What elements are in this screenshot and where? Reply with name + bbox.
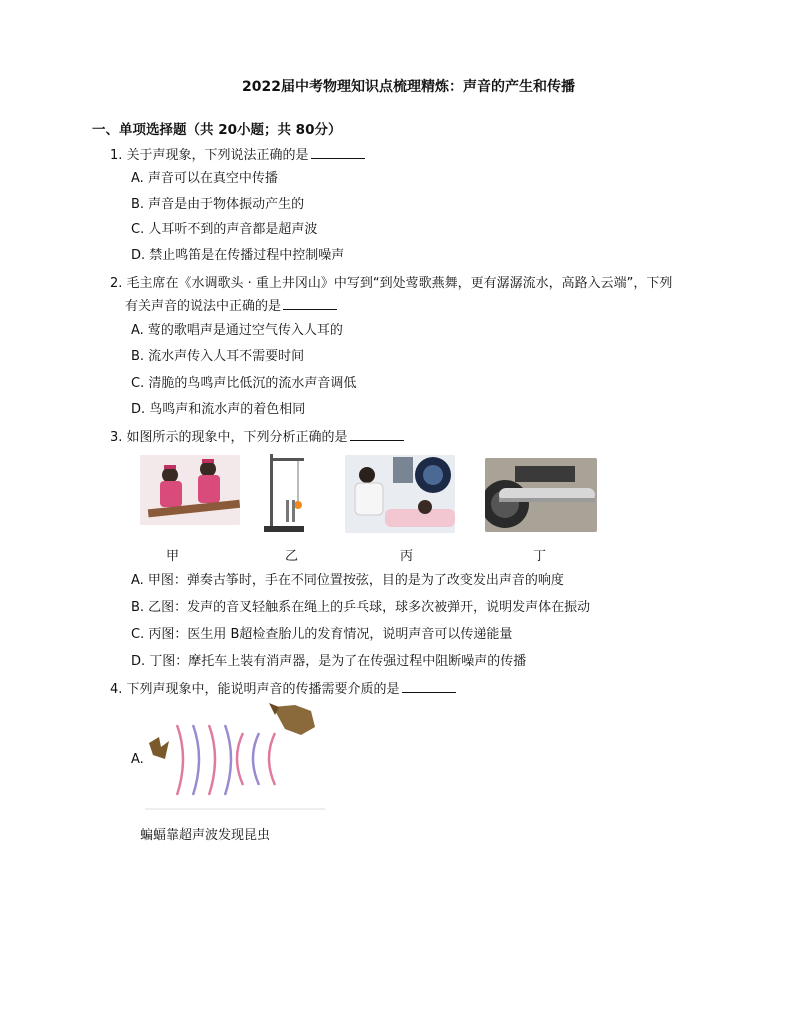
question-stem-text: 有关声音的说法中正确的是 (125, 299, 282, 314)
question-4-option-a-caption: 蝙蝠靠超声波发现昆虫 (140, 828, 271, 843)
ultrasound-illustration (345, 455, 455, 533)
question-2-option-c: C. 清脆的鸟鸣声比低沉的流水声音调低 (131, 376, 357, 391)
question-3-option-d: D. 丁图：摩托车上装有消声器，是为了在传强过程中阻断噪声的传播 (131, 654, 527, 669)
tuning-fork-illustration (262, 452, 306, 534)
answer-blank (311, 146, 365, 159)
answer-blank (402, 680, 456, 693)
question-1-option-d: D. 禁止鸣笛是在传播过程中控制噪声 (131, 248, 345, 263)
question-1-stem (110, 144, 365, 163)
question-3-option-c: C. 丙图：医生用 B超检查胎儿的发育情况，说明声音可以传递能量 (131, 627, 513, 642)
question-2-option-a: A. 莺的歌唱声是通过空气传入人耳的 (131, 323, 343, 338)
question-2-stem-line2 (125, 295, 337, 314)
question-1-option-b: B. 声音是由于物体振动产生的 (131, 197, 305, 212)
figure-label-bing: 丙 (400, 549, 414, 564)
bat-ultrasound-illustration (145, 703, 325, 813)
question-stem-text: 3. 如图所示的现象中，下列分析正确的是 (110, 430, 348, 445)
question-4-stem (110, 678, 456, 697)
figure-label-yi: 乙 (285, 549, 299, 564)
question-stem-text: 4. 下列声现象中，能说明声音的传播需要介质的是 (110, 682, 400, 697)
question-2-option-d: D. 鸟鸣声和流水声的着色相同 (131, 402, 306, 417)
question-2-option-b: B. 流水声传入人耳不需要时间 (131, 349, 305, 364)
figure-tuning-fork (262, 452, 306, 534)
muffler-illustration (485, 458, 597, 532)
figure-motorcycle-muffler (485, 458, 597, 532)
page-title: 2022届中考物理知识点梳理精炼：声音的产生和传播 (242, 79, 575, 95)
figure-bat-echolocation (145, 703, 325, 813)
question-3-stem (110, 426, 404, 445)
figure-ultrasound-exam (345, 455, 455, 533)
question-4-option-a-label: A. (131, 752, 144, 767)
question-1-option-c: C. 人耳听不到的声音都是超声波 (131, 222, 318, 237)
question-2-stem: 2. 毛主席在《水调歌头 · 重上井冈山》中写到“到处莺歌燕舞，更有潺潺流水，高路入云端”，下列 (110, 276, 673, 291)
section-heading: 一、单项选择题（共 20小题；共 80分） (92, 122, 342, 138)
answer-blank (350, 428, 404, 441)
answer-blank (283, 297, 337, 310)
question-1-option-a: A. 声音可以在真空中传播 (131, 171, 278, 186)
figure-guzheng-players (140, 455, 240, 525)
question-stem-text: 1. 关于声现象，下列说法正确的是 (110, 148, 309, 163)
figure-label-jia: 甲 (166, 549, 180, 564)
question-3-option-b: B. 乙图：发声的音叉轻触系在绳上的乒乓球，球多次被弹开，说明发声体在振动 (131, 600, 591, 615)
question-3-option-a: A. 甲图：弹奏古筝时，手在不同位置按弦，目的是为了改变发出声音的响度 (131, 573, 564, 588)
figure-label-ding: 丁 (533, 549, 547, 564)
guzheng-illustration (140, 455, 240, 525)
